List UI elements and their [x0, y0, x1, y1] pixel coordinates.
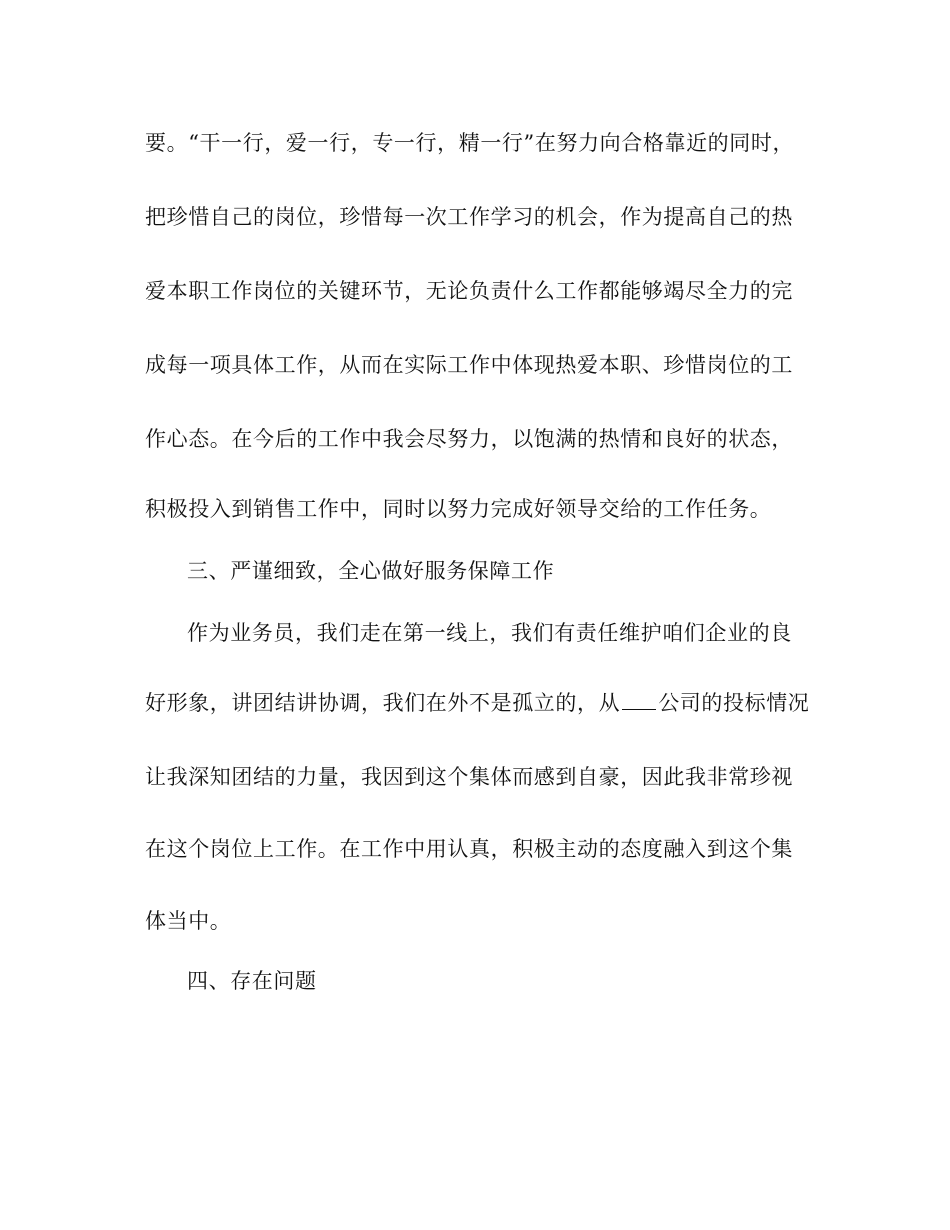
fill-in-blank — [622, 691, 656, 710]
paragraph-line: 积极投入到销售工作中，同时以努力完成好领导交给的工作任务。 — [145, 497, 772, 521]
paragraph-line: 成每一项具体工作，从而在实际工作中体现热爱本职、珍惜岗位的工 — [145, 353, 793, 377]
paragraph-line: 爱本职工作岗位的关键环节，无论负责什么工作都能够竭尽全力的完 — [145, 279, 793, 303]
paragraph-line — [145, 688, 809, 718]
paragraph-text: 公司的投标情况 — [658, 691, 810, 715]
paragraph-line: 在这个岗位上工作。在工作中用认真，积极主动的态度融入到这个集 — [145, 837, 793, 861]
paragraph-line: 体当中。 — [145, 909, 232, 933]
paragraph-line: 要。“干一行，爱一行，专一行，精一行”在努力向合格靠近的同时， — [145, 131, 795, 155]
section-heading: 四、存在问题 — [187, 969, 317, 993]
paragraph-line: 把珍惜自己的岗位，珍惜每一次工作学习的机会，作为提高自己的热 — [145, 205, 793, 229]
paragraph-line: 作为业务员，我们走在第一线上，我们有责任维护咱们企业的良 — [187, 621, 792, 645]
paragraph-text: 好形象，讲团结讲协调，我们在外不是孤立的，从 — [145, 691, 621, 715]
section-heading: 三、严谨细致，全心做好服务保障工作 — [187, 559, 555, 583]
paragraph-line: 让我深知团结的力量，我因到这个集体而感到自豪，因此我非常珍视 — [145, 765, 793, 789]
paragraph-line: 作心态。在今后的工作中我会尽努力，以饱满的热情和良好的状态， — [145, 427, 793, 451]
